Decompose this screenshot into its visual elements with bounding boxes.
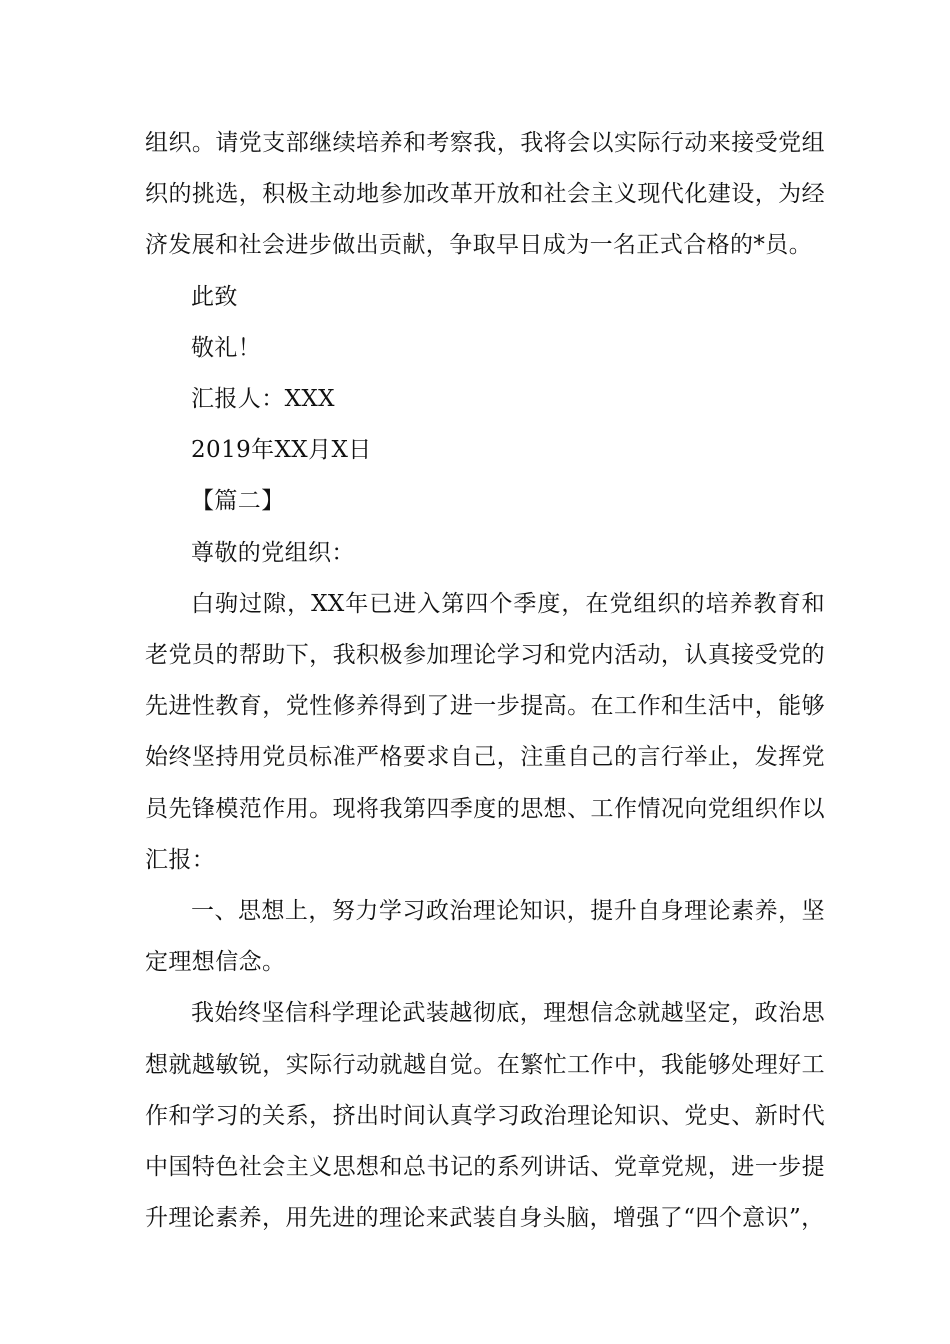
reporter-signature: 汇报人：XXX <box>191 386 335 413</box>
section-heading: 【篇二】 <box>191 488 285 515</box>
paragraph-point-heading: 一、思想上，努力学习政治理论知识，提升自身理论素养，坚定理想信念。 <box>145 898 825 976</box>
report-date: 2019年XX月X日 <box>191 437 372 464</box>
closing-regards: 敬礼！ <box>191 334 262 361</box>
paragraph-continuation: 组织。请党支部继续培养和考察我，我将会以实际行动来接受党组织的挑选，积极主动地参加改革开放和社会主义现代化建设，为经济发展和社会进步做出贡献，争取早日成为一名正式合格的*员。 <box>145 130 825 259</box>
paragraph-body: 我始终坚信科学理论武装越彻底，理想信念就越坚定，政治思想就越敏锐，实际行动就越自觉。在繁忙工作中，我能够处理好工作和学习的关系，挤出时间认真学习政治理论知识、党史、新时代中国特色社会主义思想和总书记的系列讲话、党章党规，进一步提升理论素养，用先进的理论来武装自身头脑，增强了“四个意识”， <box>145 1000 825 1232</box>
paragraph-intro: 白驹过隙，XX年已进入第四个季度，在党组织的培养教育和老党员的帮助下，我积极参加理论学习和党内活动，认真接受党的先进性教育，党性修养得到了进一步提高。在工作和生活中，能够始终坚持用党员标准严格要求自己，注重自己的言行举止，发挥党员先锋模范作用。现将我第四季度的思想、工作情况向党组织作以汇报： <box>145 590 825 873</box>
letter-greeting: 尊敬的党组织： <box>191 539 355 566</box>
document-body <box>145 118 825 1244</box>
closing-salutation: 此致 <box>191 283 238 310</box>
